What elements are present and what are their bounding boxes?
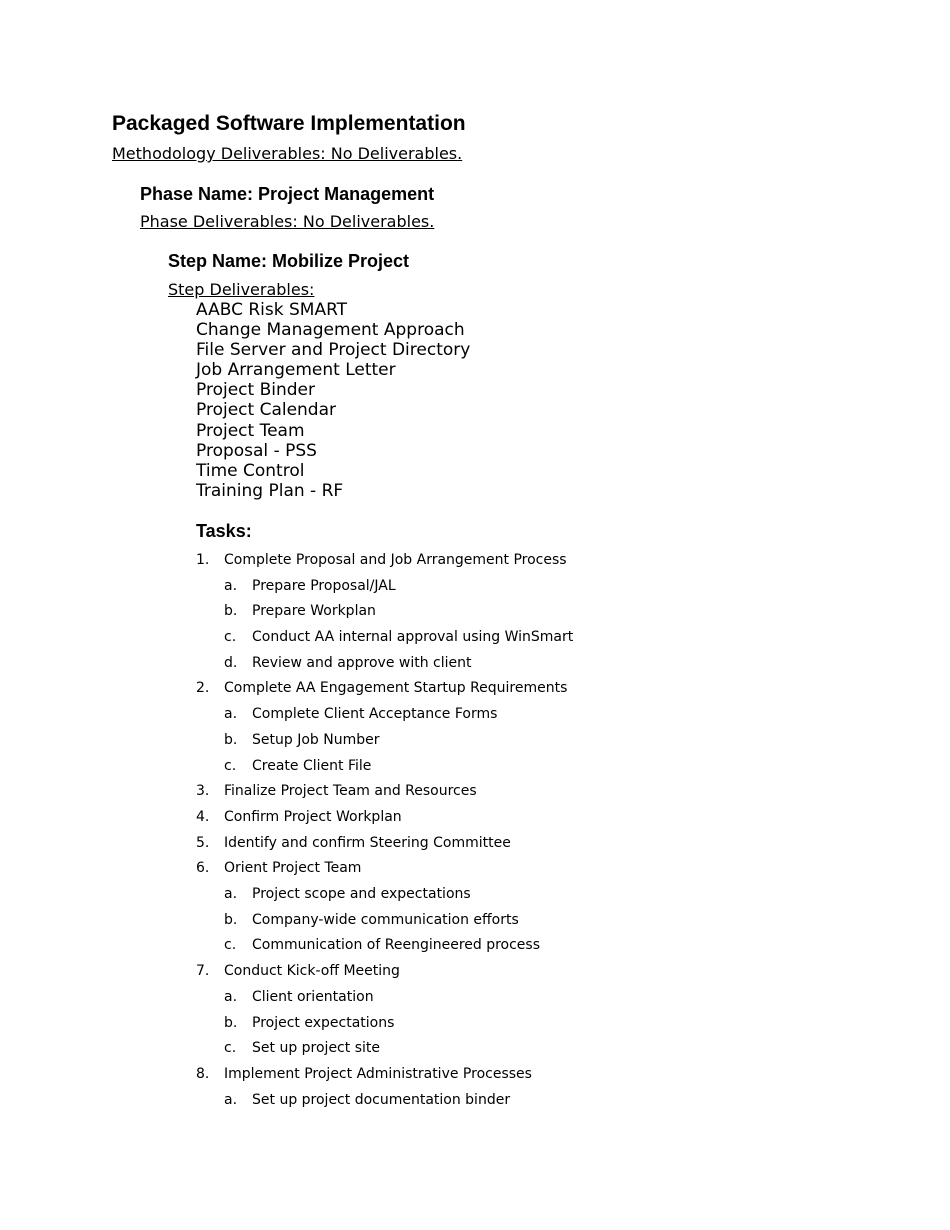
subtask-letter: a. <box>224 706 238 723</box>
task-number: 7. <box>196 963 210 980</box>
deliverable-item: Project Binder <box>196 380 315 401</box>
task-text: Identify and confirm Steering Committee <box>224 834 511 851</box>
subtask-list <box>224 702 912 779</box>
subtask-letter: a. <box>224 988 238 1005</box>
phase-deliverables: Phase Deliverables: No Deliverables. <box>140 212 435 231</box>
document-title: Packaged Software Implementation <box>112 112 466 135</box>
subtask-letter: c. <box>224 937 237 954</box>
subtask-list <box>224 985 912 1062</box>
task-item <box>196 548 912 677</box>
subtask-text: Client orientation <box>252 988 374 1005</box>
deliverable-item: Job Arrangement Letter <box>196 360 396 381</box>
task-row <box>196 805 912 831</box>
subtask-text: Prepare Workplan <box>252 603 376 620</box>
subtask-letter: a. <box>224 1091 238 1108</box>
step-section <box>168 250 912 1113</box>
task-number: 3. <box>196 783 210 800</box>
deliverable-item: Training Plan - RF <box>196 480 344 501</box>
subtask-text: Project expectations <box>252 1014 395 1031</box>
subtask-list <box>224 882 912 959</box>
subtask-letter: b. <box>224 603 238 620</box>
task-item <box>196 779 912 805</box>
task-number: 5. <box>196 834 210 851</box>
subtask-item <box>224 908 912 934</box>
subtask-text: Set up project documentation binder <box>252 1091 511 1108</box>
tasks-section <box>196 520 912 1113</box>
subtask-text: Project scope and expectations <box>252 886 471 903</box>
deliverable-item: Proposal - PSS <box>196 440 317 461</box>
deliverable-item: File Server and Project Directory <box>196 340 471 361</box>
deliverable-item: Change Management Approach <box>196 320 465 341</box>
subtask-letter: a. <box>224 577 238 594</box>
deliverable-item: AABC Risk SMART <box>196 300 348 320</box>
phase-name: Phase Name: Project Management <box>140 184 435 204</box>
subtask-text: Complete Client Acceptance Forms <box>252 706 498 723</box>
task-row <box>196 548 912 574</box>
task-text: Complete Proposal and Job Arrangement Process <box>224 551 567 568</box>
task-text: Finalize Project Team and Resources <box>224 783 477 800</box>
methodology-deliverables: Methodology Deliverables: No Deliverables. <box>112 144 463 163</box>
subtask-letter: c. <box>224 757 237 774</box>
subtask-letter: b. <box>224 1014 238 1031</box>
task-number: 6. <box>196 860 210 877</box>
task-item <box>196 856 912 959</box>
subtask-letter: b. <box>224 911 238 928</box>
subtask-item <box>224 702 912 728</box>
task-item <box>196 805 912 831</box>
task-number: 8. <box>196 1066 210 1082</box>
subtask-text: Company-wide communication efforts <box>252 911 519 928</box>
task-item <box>196 831 912 857</box>
task-row <box>196 856 912 882</box>
task-row <box>196 831 912 857</box>
task-item <box>196 1062 912 1113</box>
subtask-item <box>224 625 912 651</box>
subtask-letter: c. <box>224 1040 237 1057</box>
task-item <box>196 676 912 779</box>
subtask-item <box>224 1011 912 1037</box>
task-number: 2. <box>196 680 210 697</box>
task-number: 4. <box>196 808 210 825</box>
subtask-item <box>224 599 912 625</box>
subtask-text: Communication of Reengineered process <box>252 937 541 954</box>
deliverable-item: Project Calendar <box>196 400 337 421</box>
subtask-letter: d. <box>224 654 238 671</box>
task-list <box>196 548 912 1113</box>
subtask-list <box>224 1088 912 1114</box>
task-number: 1. <box>196 551 210 568</box>
task-text: Implement Project Administrative Processes <box>224 1066 532 1082</box>
step-deliverables-list <box>196 300 912 501</box>
subtask-item <box>224 574 912 600</box>
task-text: Complete AA Engagement Startup Requirements <box>224 680 568 697</box>
task-row <box>196 959 912 985</box>
subtask-text: Setup Job Number <box>252 731 380 748</box>
subtask-text: Review and approve with client <box>252 654 472 671</box>
subtask-item <box>224 1036 912 1062</box>
subtask-letter: a. <box>224 886 238 903</box>
task-row <box>196 779 912 805</box>
subtask-item <box>224 1088 912 1114</box>
subtask-text: Conduct AA internal approval using WinSmart <box>252 629 574 646</box>
deliverable-item: Time Control <box>196 460 305 481</box>
subtask-item <box>224 754 912 780</box>
task-item <box>196 959 912 1062</box>
subtask-list <box>224 574 912 677</box>
subtask-text: Prepare Proposal/JAL <box>252 577 396 594</box>
task-row <box>196 1062 912 1088</box>
subtask-item <box>224 985 912 1011</box>
step-name: Step Name: Mobilize Project <box>168 251 410 271</box>
task-text: Conduct Kick-off Meeting <box>224 963 400 980</box>
subtask-item <box>224 933 912 959</box>
subtask-item <box>224 651 912 677</box>
task-text: Orient Project Team <box>224 860 362 877</box>
step-deliverables-label: Step Deliverables: <box>168 280 315 299</box>
task-row <box>196 676 912 702</box>
phase-section <box>140 183 912 1113</box>
subtask-letter: b. <box>224 731 238 748</box>
subtask-text: Create Client File <box>252 757 372 774</box>
task-text: Confirm Project Workplan <box>224 808 402 825</box>
subtask-text: Set up project site <box>252 1040 380 1057</box>
tasks-heading: Tasks: <box>196 520 252 541</box>
subtask-item <box>224 728 912 754</box>
subtask-item <box>224 882 912 908</box>
deliverable-item: Project Team <box>196 420 305 441</box>
document-page <box>112 111 912 1113</box>
subtask-letter: c. <box>224 629 237 646</box>
